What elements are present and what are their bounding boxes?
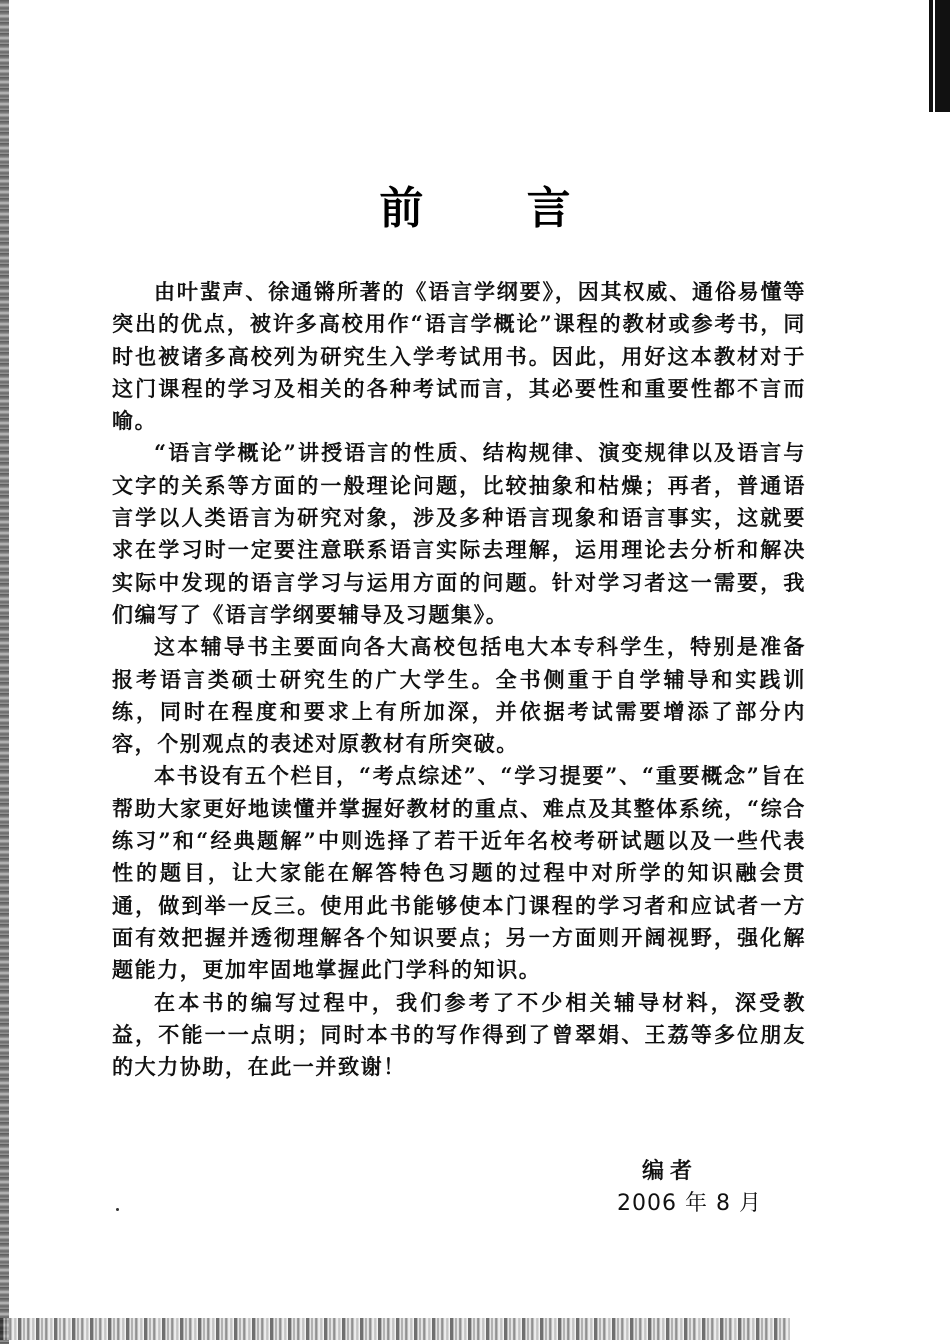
paragraph-2: “语言学概论”讲授语言的性质、结构规律、演变规律以及语言与文字的关系等方面的一般理论问题，比较抽象和枯燥；再者，普通语言学以人类语言为研究对象，涉及多种语言现象和语言事实，这就要求在学习时一定要注意联系语言实际去理解，运用理论去分析和解决实际中发现的语言学习与运用方面的问题。针对学习者这一需要，我们编写了《语言学纲要辅导及习题集》。 bbox=[112, 440, 806, 627]
scan-speck bbox=[116, 1208, 119, 1211]
preface-date: 2006 年 8 月 bbox=[617, 1191, 762, 1216]
scan-edge-right-bar bbox=[935, 0, 950, 112]
scan-edge-right-line bbox=[929, 0, 933, 112]
author-signature: 编者 bbox=[642, 1158, 699, 1184]
page-title: 前 言 bbox=[379, 183, 615, 234]
paragraph-4: 本书设有五个栏目，“考点综述”、“学习提要”、“重要概念”旨在帮助大家更好地读懂并掌握好教材的重点、难点及其整体系统，“综合练习”和“经典题解”中则选择了若干近年名校考研试题以及一些代表性的题目，让大家能在解答特色习题的过程中对所学的知识融会贯通，做到举一反三。使用此书能够使本门课程的学习者和应试者一方面有效把握并透彻理解各个知识要点；另一方面则开阔视野，强化解题能力，更加牢固地掌握此门学科的知识。 bbox=[112, 763, 806, 983]
scan-edge-bottom bbox=[0, 1318, 790, 1340]
paragraph-5: 在本书的编写过程中，我们参考了不少相关辅导材料，深受教益，不能一一点明；同时本书的写作得到了曾翠娟、王荔等多位朋友的大力协助，在此一并致谢！ bbox=[112, 989, 806, 1080]
paragraph-1: 由叶蜚声、徐通锵所著的《语言学纲要》，因其权威、通俗易懂等突出的优点，被许多高校用作“语言学概论”课程的教材或参考书，同时也被诸多高校列为研究生入学考试用书。因此，用好这本教材对于这门课程的学习及相关的各种考试而言，其必要性和重要性都不言而喻。 bbox=[112, 279, 806, 434]
preface-body bbox=[112, 276, 806, 1083]
paragraph-3: 这本辅导书主要面向各大高校包括电大本专科学生，特别是准备报考语言类硕士研究生的广大学生。全书侧重于自学辅导和实践训练，同时在程度和要求上有所加深，并依据考试需要增添了部分内容，个别观点的表述对原教材有所突破。 bbox=[112, 634, 806, 757]
